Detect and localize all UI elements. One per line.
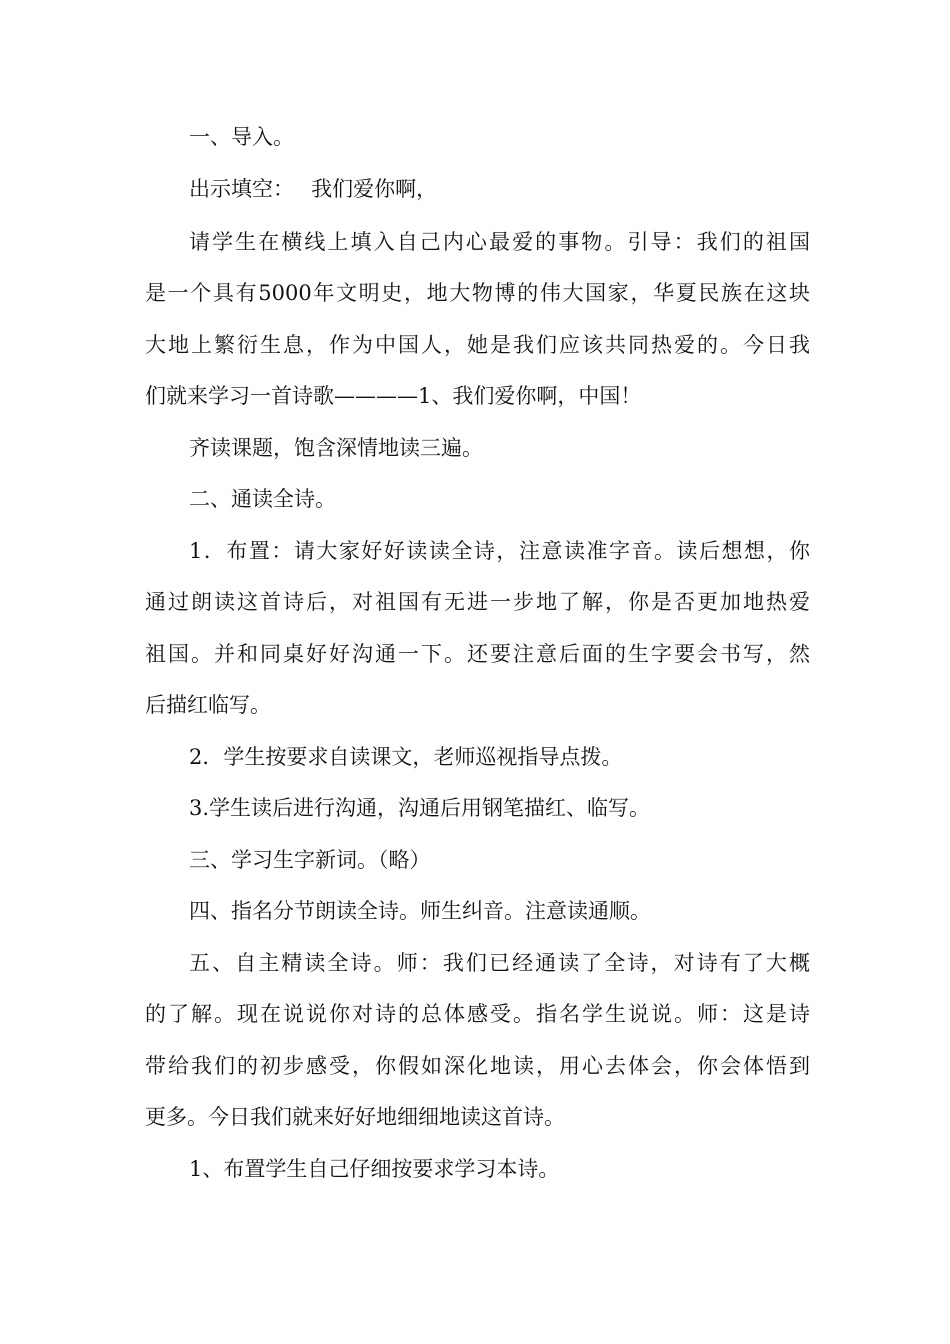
paragraph-line: 五、自主精读全诗。师：我们已经通读了全诗，对诗有了大概 — [189, 951, 810, 975]
paragraph-line: 大地上繁衍生息，作为中国人，她是我们应该共同热爱的。今日我 — [145, 333, 810, 357]
fill-blank-prompt: 出示填空： 我们爱你啊， — [189, 177, 438, 201]
paragraph-line: 后描红临写。 — [145, 693, 271, 717]
heading-intro: 一、导入。 — [189, 125, 294, 149]
paragraph-line: 齐读课题，饱含深情地读三遍。 — [189, 436, 483, 460]
paragraph-line: 们就来学习一首诗歌————1、我们爱你啊，中国！ — [145, 384, 642, 408]
paragraph-line: 3.学生读后进行沟通，沟通后用钢笔描红、临写。 — [189, 796, 651, 820]
paragraph-line: 祖国。并和同桌好好沟通一下。还要注意后面的生字要会书写，然 — [145, 642, 810, 666]
heading-new-words: 三、学习生字新词。（略） — [189, 848, 431, 872]
paragraph-line: 是一个具有5000年文明史，地大物博的伟大国家，华夏民族在这块 — [145, 281, 810, 305]
paragraph-line: 2．学生按要求自读课文，老师巡视指导点拨。 — [189, 745, 623, 769]
heading-read-poem: 二、通读全诗。 — [189, 487, 336, 511]
paragraph-line: 1、布置学生自己仔细按要求学习本诗。 — [189, 1157, 560, 1181]
paragraph-line: 通过朗读这首诗后，对祖国有无进一步地了解，你是否更加地热爱 — [145, 590, 810, 614]
paragraph-line: 的了解。现在说说你对诗的总体感受。指名学生说说。师：这是诗 — [145, 1002, 810, 1026]
paragraph-line: 更多。今日我们就来好好地细细地读这首诗。 — [145, 1105, 565, 1129]
paragraph-line: 1．布置：请大家好好读读全诗，注意读准字音。读后想想，你 — [189, 539, 810, 563]
paragraph-line: 带给我们的初步感受，你假如深化地读，用心去体会，你会体悟到 — [145, 1054, 810, 1078]
heading-read-aloud: 四、指名分节朗读全诗。师生纠音。注意读通顺。 — [189, 899, 651, 923]
paragraph-line: 请学生在横线上填入自己内心最爱的事物。引导：我们的祖国 — [189, 230, 810, 254]
